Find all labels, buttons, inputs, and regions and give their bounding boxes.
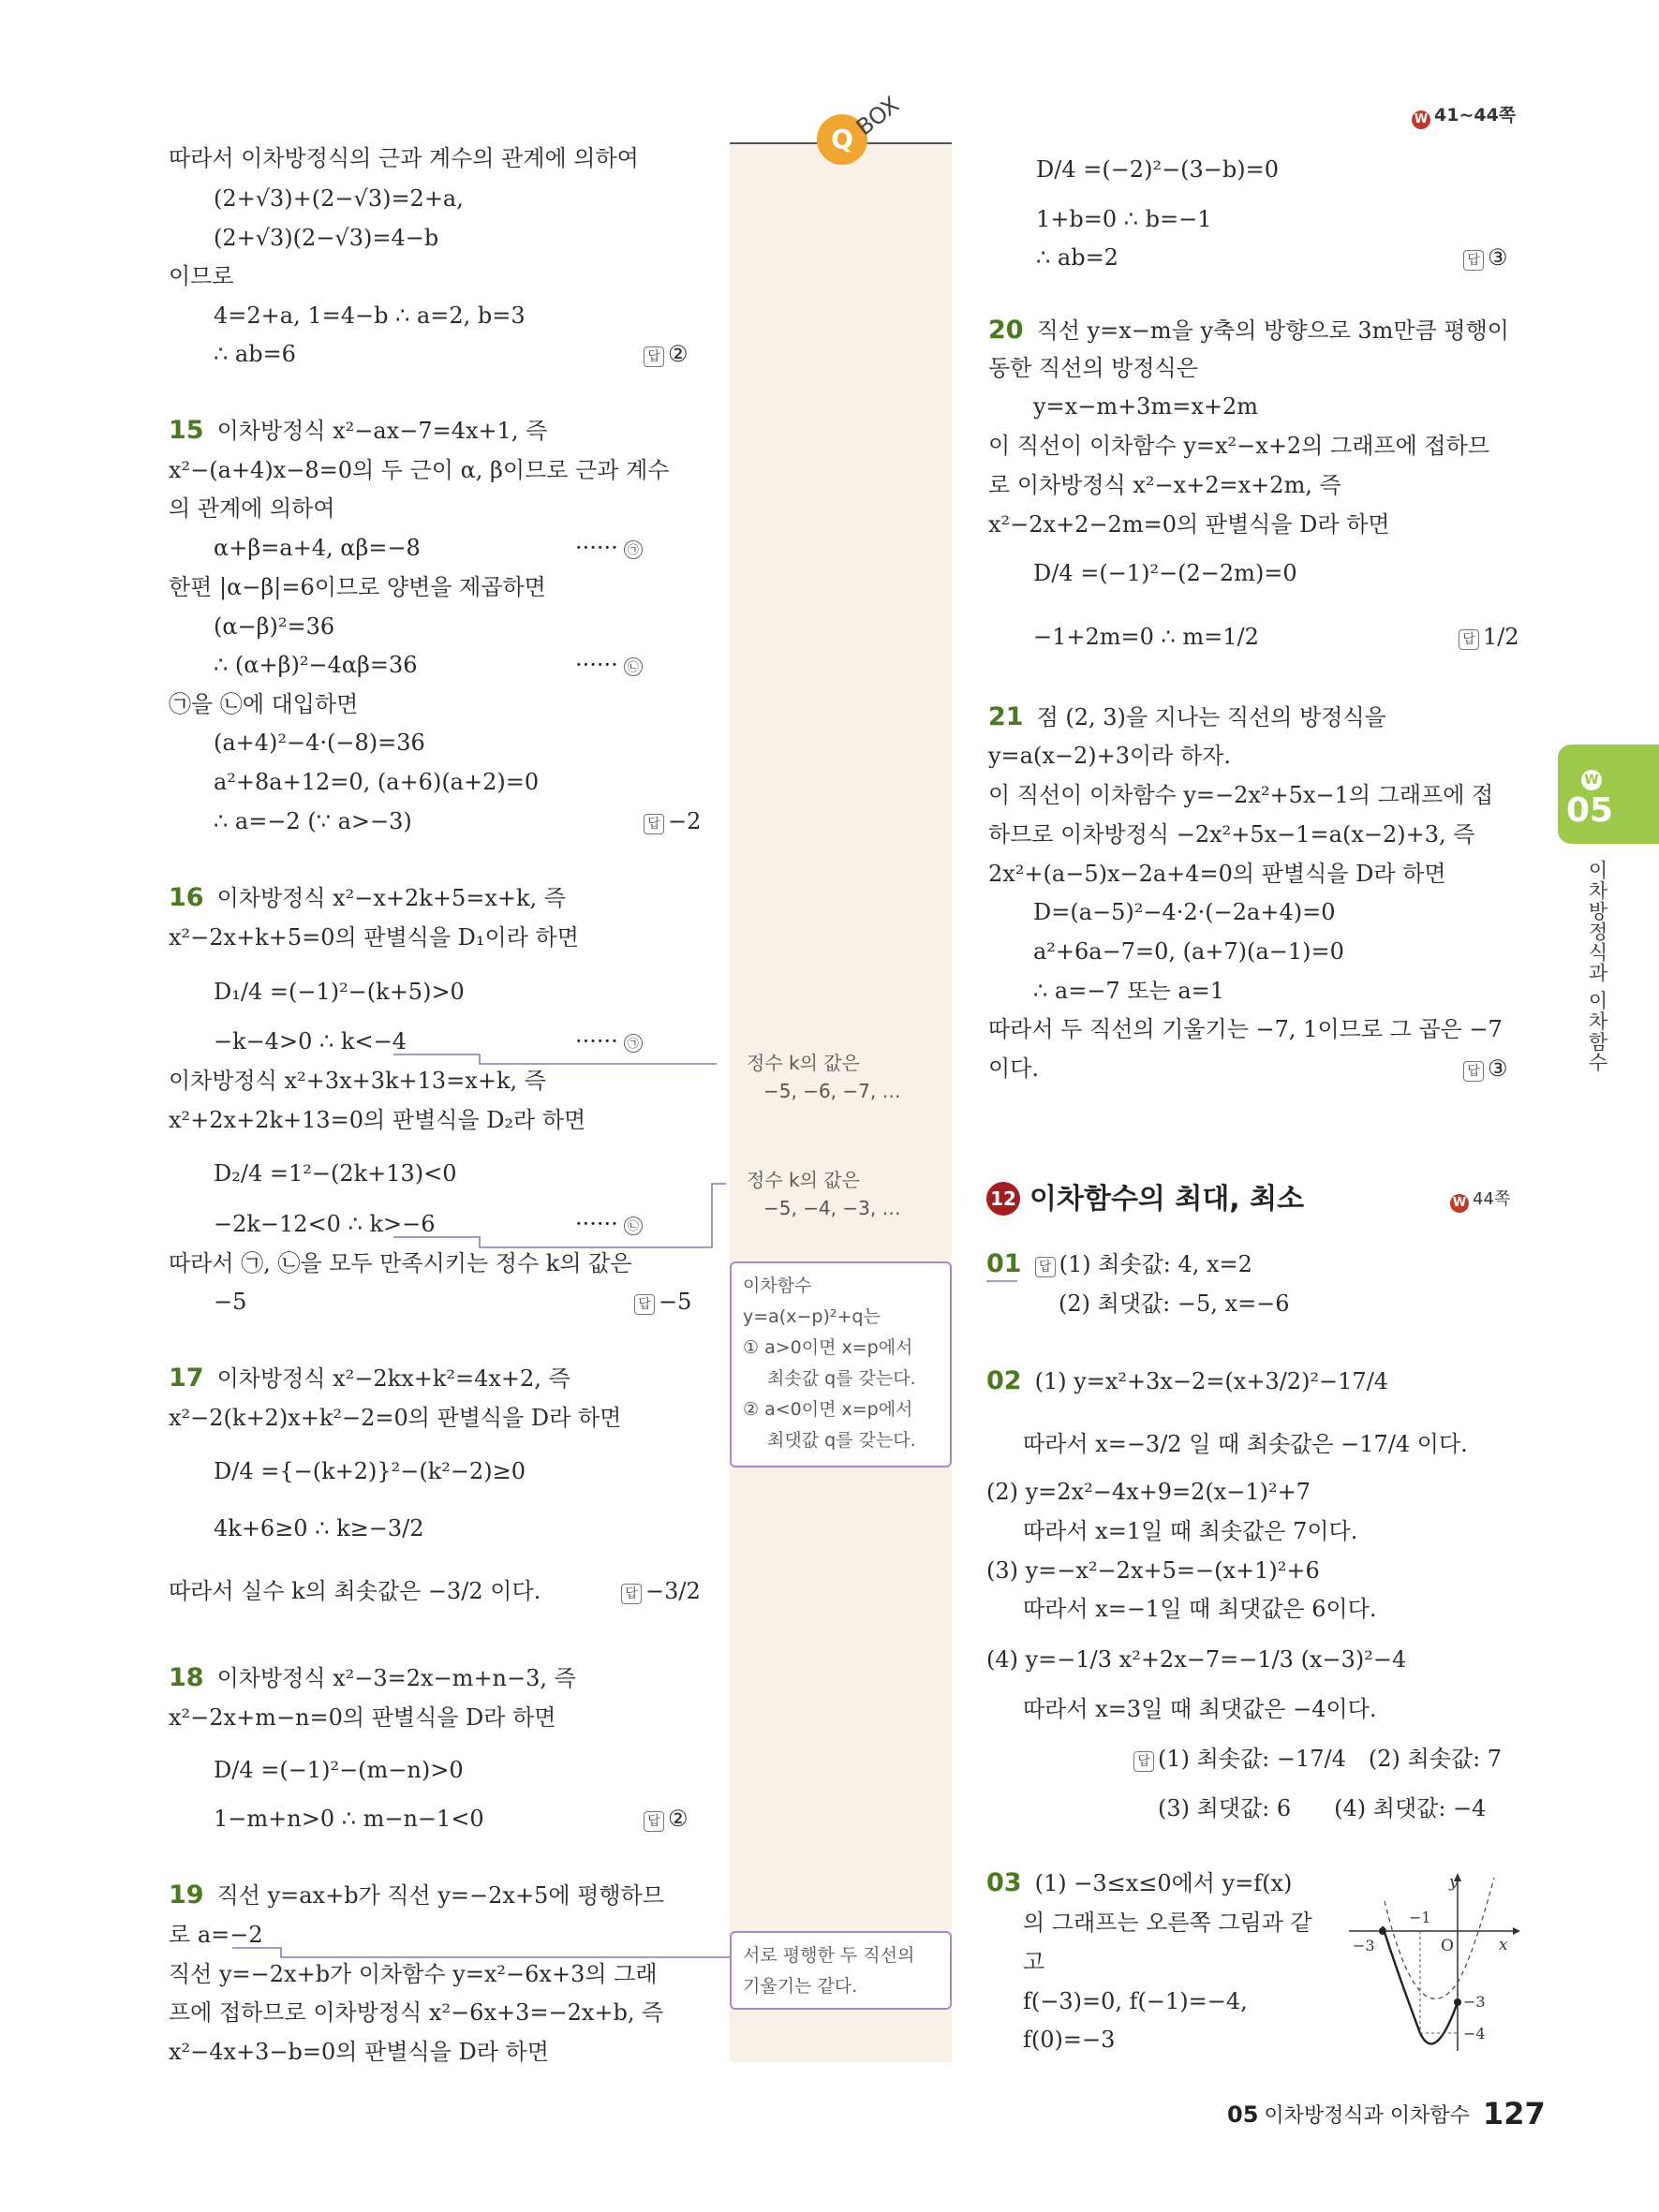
text-line: ㉠을 ㉡에 대입하면 xyxy=(169,691,359,717)
tick-label: −3 xyxy=(1353,1937,1375,1954)
text-line: 이차방정식 x²+3x+3k+13=x+k, 즉 xyxy=(169,1068,546,1094)
text-line: 직선 y=−2x+b가 이차함수 y=x²−6x+3의 그래 xyxy=(169,1961,658,1987)
math-line: α+β=a+4, αβ=−8 xyxy=(214,535,421,561)
tick-label: −4 xyxy=(1463,2025,1486,2042)
math-line: ∴ ab=6 xyxy=(214,341,296,367)
math-line: a²+8a+12=0, (a+6)(a+2)=0 xyxy=(214,769,540,795)
answer-line xyxy=(1133,1744,1502,1774)
math-line: ∴ ab=2 xyxy=(1036,244,1118,271)
note-line: −5, −6, −7, … xyxy=(763,1080,901,1102)
text-line: 한편 |α−β|=6이므로 양변을 제곱하면 xyxy=(169,574,546,600)
problem-number: 20 xyxy=(988,316,1024,345)
answer-value: ③ xyxy=(1488,1055,1508,1082)
math-line: −1+2m=0 ∴ m=1/2 xyxy=(1033,624,1259,650)
text: 직선 y=x−m을 y축의 방향으로 3m만큼 평행이 xyxy=(1036,317,1509,344)
section-page-ref xyxy=(1450,1186,1510,1213)
text: 이차방정식 x²−x+2k+5=x+k, 즉 xyxy=(216,885,566,911)
text: (1) 최솟값: 4, x=2 xyxy=(1059,1251,1252,1277)
text-line: 따라서 실수 k의 최솟값은 −3/2 이다. xyxy=(169,1578,541,1604)
problem-number: 16 xyxy=(169,883,204,912)
text-line: x²−2x+m−n=0의 판별식을 D라 하면 xyxy=(169,1704,556,1731)
math-line: −2k−12<0 ∴ k>−6 xyxy=(214,1211,436,1237)
math-line: a²+6a−7=0, (a+7)(a−1)=0 xyxy=(1033,938,1344,965)
x-axis-arrow-icon xyxy=(1513,1927,1520,1935)
answer-mark-icon: 답 xyxy=(644,347,664,367)
text-line: 로 a=−2 xyxy=(169,1922,263,1948)
text-line: f(0)=−3 xyxy=(1023,2027,1116,2053)
answer-value: (2) 최솟값: 7 xyxy=(1368,1746,1503,1772)
point-y-neg3 xyxy=(1454,1998,1461,2006)
math-line: −k−4>0 ∴ k<−4 xyxy=(214,1028,407,1054)
question-number: 02 xyxy=(986,1366,1022,1395)
text-line: 따라서 x=3일 때 최댓값은 −4이다. xyxy=(1023,1696,1377,1722)
answer-mark-icon: 답 xyxy=(634,1294,655,1315)
marker-circle: ㉠ xyxy=(624,540,643,559)
text-line: 이 직선이 이차함수 y=−2x²+5x−1의 그래프에 접 xyxy=(988,782,1494,808)
text-line: x²−2x+k+5=0의 판별식을 D₁이라 하면 xyxy=(169,924,579,951)
note-line: ① a>0이면 x=p에서 xyxy=(743,1337,913,1358)
answer-mark-icon: 답 xyxy=(1463,250,1484,271)
math-line: 1+b=0 ∴ b=−1 xyxy=(1036,206,1212,232)
math-line: D₁/4 =(−1)²−(k+5)>0 xyxy=(214,979,465,1005)
answer-mark-icon: 답 xyxy=(1133,1751,1154,1772)
section-heading xyxy=(986,1175,1304,1217)
text-line: 따라서 x=−1일 때 최댓값은 6이다. xyxy=(1023,1596,1377,1622)
math-line: D/4 =(−1)²−(m−n)>0 xyxy=(214,1757,464,1783)
footer-chapter: 05 xyxy=(1227,2101,1259,2128)
section-title: 이차함수의 최대, 최소 xyxy=(1029,1183,1305,1216)
text-line: 로 이차방정식 x²−x+2=x+2m, 즉 xyxy=(988,472,1341,498)
problem-number: 18 xyxy=(169,1663,204,1692)
answer-value: −5 xyxy=(659,1289,692,1315)
math-line: (2+√3)(2−√3)=4−b xyxy=(214,225,439,251)
qbox-note-quadratic xyxy=(730,1261,952,1467)
footer-title: 이차방정식과 이차함수 xyxy=(1264,2104,1470,2128)
text-line: 동한 직선의 방정식은 xyxy=(988,355,1198,381)
tick-label: −3 xyxy=(1463,1993,1486,2011)
text-line: (3) y=−x²−2x+5=−(x+1)²+6 xyxy=(986,1557,1320,1584)
text: 이차방정식 x²−2kx+k²=4x+2, 즉 xyxy=(216,1365,570,1392)
page-number: 127 xyxy=(1482,2096,1546,2131)
page-footer xyxy=(1227,2096,1546,2131)
text: 이차방정식 x²−3=2x−m+n−3, 즉 xyxy=(216,1665,576,1691)
math-line: D/4 ={−(k+2)}²−(k²−2)≥0 xyxy=(214,1458,526,1484)
qbox-word: BOX xyxy=(851,91,905,141)
w-badge-icon: W xyxy=(1581,770,1602,790)
origin-label: O xyxy=(1441,1937,1454,1955)
note-line: ② a<0이면 x=p에서 xyxy=(743,1399,913,1420)
marker: ······ ㉡ xyxy=(575,1209,643,1239)
text-line: 이므로 xyxy=(169,263,234,289)
answer xyxy=(1459,622,1519,652)
answer-mark-icon: 답 xyxy=(621,1584,642,1604)
text-line: 2x²+(a−5)x−2a+4=0의 판별식을 D라 하면 xyxy=(988,861,1446,887)
text-line: x²−2x+2−2m=0의 판별식을 D라 하면 xyxy=(988,511,1390,538)
text-line: 이다. xyxy=(988,1055,1039,1082)
text-line: x²−4x+3−b=0의 판별식을 D라 하면 xyxy=(169,2039,549,2065)
math-line: −5 xyxy=(214,1289,247,1315)
math-line: ∴ a=−2 (∵ a>−3) xyxy=(214,808,412,834)
marker: ······ ㉠ xyxy=(575,1026,643,1056)
problem-number: 15 xyxy=(169,416,204,445)
answer-mark-icon: 답 xyxy=(1035,1257,1056,1277)
note-line: 이차함수 xyxy=(743,1276,812,1296)
side-tab-title: 이차방정식과 이차함수 xyxy=(1586,860,1608,1073)
note-line: 정수 k의 값은 xyxy=(747,1052,860,1074)
text-line: x²+2x+2k+13=0의 판별식을 D₂라 하면 xyxy=(169,1107,586,1133)
note-line: 최솟값 q를 갖는다. xyxy=(767,1368,916,1389)
w-badge-icon: W xyxy=(1412,111,1430,129)
text: 점 (2, 3)을 지나는 직선의 방정식을 xyxy=(1036,704,1386,730)
note-line: −5, −4, −3, … xyxy=(763,1197,901,1219)
math-line: ∴ (α+β)²−4αβ=36 xyxy=(214,652,418,678)
text: (1) −3≤x≤0에서 y=f(x) xyxy=(1034,1870,1293,1896)
qbox-note-2 xyxy=(747,1166,901,1222)
text: (1) y=x²+3x−2=(x+3/2)²−17/4 xyxy=(1034,1368,1389,1394)
question-01-line xyxy=(986,1249,1252,1279)
answer-value: 1/2 xyxy=(1483,624,1519,650)
math-line: D₂/4 =1²−(2k+13)<0 xyxy=(214,1160,457,1187)
math-line: D=(a−5)²−4·2·(−2a+4)=0 xyxy=(1033,899,1336,925)
question-02-line xyxy=(986,1366,1388,1396)
answer-value: ③ xyxy=(1488,244,1508,271)
text-line: 따라서 x=−3/2 일 때 최솟값은 −17/4 이다. xyxy=(1023,1431,1468,1457)
answer-value: (1) 최솟값: −17/4 xyxy=(1158,1746,1346,1772)
w-badge-icon: W xyxy=(1450,1194,1469,1213)
problem-21-line xyxy=(988,702,1386,732)
answer-value: ② xyxy=(668,341,689,367)
text-line: (2) 최댓값: −5, x=−6 xyxy=(1059,1290,1290,1317)
answer-line xyxy=(1158,1793,1486,1823)
math-line: D/4 =(−1)²−(2−2m)=0 xyxy=(1033,560,1297,586)
text-line: 따라서 두 직선의 기울기는 −7, 1이므로 그 곱은 −7 xyxy=(988,1016,1503,1042)
answer-value: −3/2 xyxy=(645,1578,701,1604)
text-line: 이 직선이 이차함수 y=x²−x+2의 그래프에 접하므 xyxy=(988,433,1489,459)
math-line: 4k+6≥0 ∴ k≥−3/2 xyxy=(214,1515,424,1541)
math-line: 4=2+a, 1=4−b ∴ a=2, b=3 xyxy=(214,302,526,329)
math-line: y=x−m+3m=x+2m xyxy=(1033,393,1258,420)
marker-circle: ㉡ xyxy=(624,657,643,676)
text-line: 의 관계에 의하여 xyxy=(169,495,335,522)
qbox-logo: Q xyxy=(817,114,867,165)
answer-value: (4) 최댓값: −4 xyxy=(1334,1795,1487,1821)
problem-number: 19 xyxy=(169,1880,204,1910)
answer-mark-icon: 답 xyxy=(1459,629,1479,650)
math-line: 1−m+n>0 ∴ m−n−1<0 xyxy=(214,1806,484,1832)
math-line: D/4 =(−2)²−(3−b)=0 xyxy=(1036,156,1280,183)
side-tab-number: 05 xyxy=(1566,791,1614,830)
text-line: x²−2(k+2)x+k²−2=0의 판별식을 D라 하면 xyxy=(169,1405,622,1431)
math-line: (2+√3)+(2−√3)=2+a, xyxy=(214,185,464,212)
problem-number: 21 xyxy=(988,702,1024,731)
text-line: 따라서 ㉠, ㉡을 모두 만족시키는 정수 k의 값은 xyxy=(169,1250,632,1276)
text-line: (4) y=−1/3 x²+2x−7=−1/3 (x−3)²−4 xyxy=(986,1646,1407,1673)
text: 직선 y=ax+b가 직선 y=−2x+5에 평행하므 xyxy=(216,1882,664,1909)
math-line: (a+4)²−4·(−8)=36 xyxy=(214,730,425,756)
qbox-note-1 xyxy=(747,1049,901,1105)
section-number: 12 xyxy=(986,1182,1020,1216)
answer-mark-icon: 답 xyxy=(644,814,664,834)
question-number: 01 xyxy=(986,1249,1022,1278)
note-line: 서로 평행한 두 직선의 xyxy=(743,1945,915,1966)
problem-20-line xyxy=(988,316,1509,346)
text: 이차방정식 x²−ax−7=4x+1, 즉 xyxy=(216,418,548,444)
marker: ······ ㉡ xyxy=(575,650,643,680)
marker: ······ ㉠ xyxy=(575,533,643,563)
text-line: 의 그래프는 오른쪽 그림과 같 xyxy=(1023,1910,1312,1936)
answer xyxy=(1463,1054,1508,1084)
y-label: y xyxy=(1449,1873,1459,1892)
text-line: 프에 접하므로 이차방정식 x²−6x+3=−2x+b, 즉 xyxy=(169,1999,664,2026)
answer-value: (3) 최댓값: 6 xyxy=(1158,1795,1292,1821)
point-neg3 xyxy=(1379,1927,1386,1935)
marker-circle: ㉡ xyxy=(624,1217,643,1235)
math-line: (α−β)²=36 xyxy=(214,613,335,640)
text-line: 따라서 x=1일 때 최솟값은 7이다. xyxy=(1023,1518,1358,1544)
math-line: ∴ a=−7 또는 a=1 xyxy=(1033,978,1225,1004)
x-label: x xyxy=(1499,1936,1508,1954)
problem-number: 17 xyxy=(169,1364,204,1393)
parabola-graph xyxy=(1349,1868,1536,2065)
answer-value: ② xyxy=(668,1806,689,1832)
note-line: 기울기는 같다. xyxy=(743,1976,858,1997)
page-ref-text: 41~44쪽 xyxy=(1434,105,1517,125)
qbox-note-parallel xyxy=(730,1931,952,2010)
note-line: 정수 k의 값은 xyxy=(747,1169,860,1191)
section-ref-text: 44쪽 xyxy=(1473,1189,1511,1209)
text-line: y=a(x−2)+3이라 하자. xyxy=(988,743,1231,769)
text-line: f(−3)=0, f(−1)=−4, xyxy=(1023,1988,1248,2014)
text-line: 따라서 이차방정식의 근과 계수의 관계에 의하여 xyxy=(169,145,639,171)
tick-label: −1 xyxy=(1409,1909,1431,1926)
text-line: 고 xyxy=(1023,1949,1045,1975)
text-line: 하므로 이차방정식 −2x²+5x−1=a(x−2)+3, 즉 xyxy=(988,821,1475,848)
note-line: y=a(x−p)²+q는 xyxy=(743,1306,881,1327)
question-number: 03 xyxy=(986,1868,1022,1897)
question-03-line xyxy=(986,1868,1292,1898)
text-line: x²−(a+4)x−8=0의 두 근이 α, β이므로 근과 계수 xyxy=(169,457,670,483)
answer xyxy=(1463,243,1508,273)
answer-mark-icon: 답 xyxy=(644,1811,664,1832)
note-line: 최댓값 q를 갖는다. xyxy=(767,1430,916,1451)
marker-circle: ㉠ xyxy=(624,1034,643,1053)
text-line: (2) y=2x²−4x+9=2(x−1)²+7 xyxy=(986,1479,1311,1505)
answer-value: −2 xyxy=(668,808,702,834)
answer-mark-icon: 답 xyxy=(1463,1061,1484,1082)
